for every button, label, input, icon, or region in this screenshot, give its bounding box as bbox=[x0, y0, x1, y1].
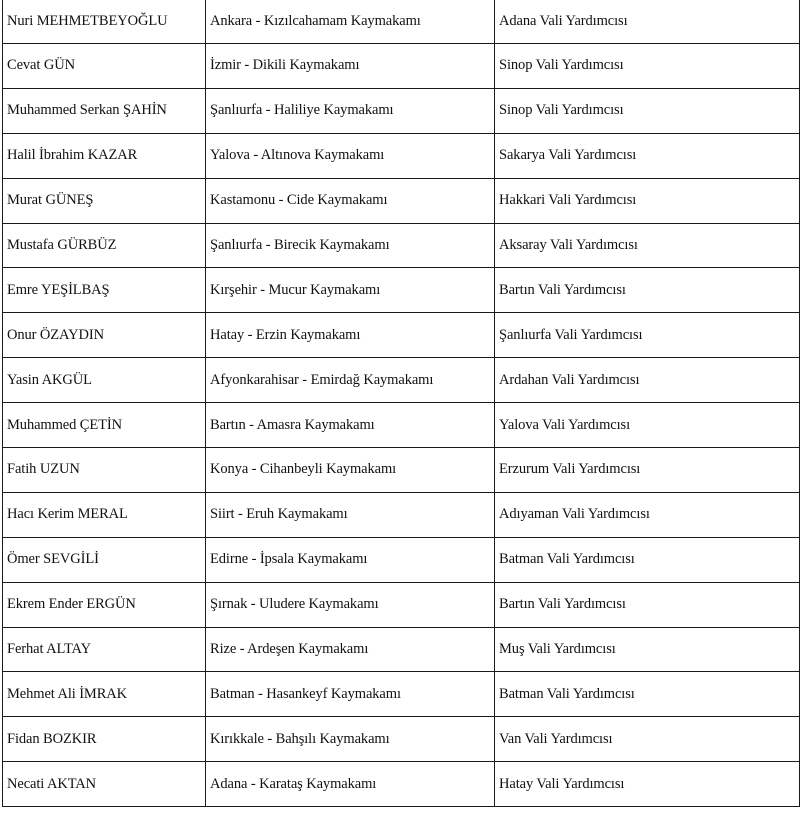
name-cell: Yasin AKGÜL bbox=[3, 358, 206, 403]
name-cell: Cevat GÜN bbox=[3, 44, 206, 89]
new-post-cell: Ardahan Vali Yardımcısı bbox=[495, 358, 800, 403]
current-post-cell: Afyonkarahisar - Emirdağ Kaymakamı bbox=[206, 358, 495, 403]
name-cell: Nuri MEHMETBEYOĞLU bbox=[3, 0, 206, 44]
table-row bbox=[3, 223, 800, 268]
current-post-cell: Batman - Hasankeyf Kaymakamı bbox=[206, 672, 495, 717]
current-post-cell: İzmir - Dikili Kaymakamı bbox=[206, 44, 495, 89]
current-post-cell: Şanlıurfa - Birecik Kaymakamı bbox=[206, 223, 495, 268]
table-row bbox=[3, 582, 800, 627]
current-post-cell: Rize - Ardeşen Kaymakamı bbox=[206, 627, 495, 672]
new-post-cell: Bartın Vali Yardımcısı bbox=[495, 582, 800, 627]
name-cell: Muhammed ÇETİN bbox=[3, 403, 206, 448]
current-post-cell: Ankara - Kızılcahamam Kaymakamı bbox=[206, 0, 495, 44]
current-post-cell: Hatay - Erzin Kaymakamı bbox=[206, 313, 495, 358]
name-cell: Ferhat ALTAY bbox=[3, 627, 206, 672]
current-post-cell: Edirne - İpsala Kaymakamı bbox=[206, 537, 495, 582]
table-row bbox=[3, 717, 800, 762]
name-cell: Muhammed Serkan ŞAHİN bbox=[3, 88, 206, 133]
current-post-cell: Konya - Cihanbeyli Kaymakamı bbox=[206, 448, 495, 493]
table-row bbox=[3, 492, 800, 537]
name-cell: Mehmet Ali İMRAK bbox=[3, 672, 206, 717]
table-row bbox=[3, 0, 800, 44]
name-cell: Onur ÖZAYDIN bbox=[3, 313, 206, 358]
table-row bbox=[3, 762, 800, 807]
table-row bbox=[3, 88, 800, 133]
name-cell: Hacı Kerim MERAL bbox=[3, 492, 206, 537]
table-row bbox=[3, 448, 800, 493]
table-row bbox=[3, 44, 800, 89]
new-post-cell: Hakkari Vali Yardımcısı bbox=[495, 178, 800, 223]
new-post-cell: Şanlıurfa Vali Yardımcısı bbox=[495, 313, 800, 358]
name-cell: Necati AKTAN bbox=[3, 762, 206, 807]
table-row bbox=[3, 178, 800, 223]
table-row bbox=[3, 313, 800, 358]
new-post-cell: Batman Vali Yardımcısı bbox=[495, 672, 800, 717]
table-row bbox=[3, 672, 800, 717]
table-row bbox=[3, 627, 800, 672]
new-post-cell: Sakarya Vali Yardımcısı bbox=[495, 133, 800, 178]
new-post-cell: Erzurum Vali Yardımcısı bbox=[495, 448, 800, 493]
new-post-cell: Yalova Vali Yardımcısı bbox=[495, 403, 800, 448]
current-post-cell: Kastamonu - Cide Kaymakamı bbox=[206, 178, 495, 223]
new-post-cell: Bartın Vali Yardımcısı bbox=[495, 268, 800, 313]
new-post-cell: Sinop Vali Yardımcısı bbox=[495, 44, 800, 89]
name-cell: Murat GÜNEŞ bbox=[3, 178, 206, 223]
current-post-cell: Şanlıurfa - Haliliye Kaymakamı bbox=[206, 88, 495, 133]
appointments-table bbox=[2, 0, 800, 807]
current-post-cell: Bartın - Amasra Kaymakamı bbox=[206, 403, 495, 448]
table-row bbox=[3, 537, 800, 582]
current-post-cell: Siirt - Eruh Kaymakamı bbox=[206, 492, 495, 537]
current-post-cell: Adana - Karataş Kaymakamı bbox=[206, 762, 495, 807]
new-post-cell: Adana Vali Yardımcısı bbox=[495, 0, 800, 44]
table-row bbox=[3, 133, 800, 178]
name-cell: Fidan BOZKIR bbox=[3, 717, 206, 762]
table-row bbox=[3, 268, 800, 313]
table-row bbox=[3, 358, 800, 403]
new-post-cell: Van Vali Yardımcısı bbox=[495, 717, 800, 762]
name-cell: Emre YEŞİLBAŞ bbox=[3, 268, 206, 313]
current-post-cell: Yalova - Altınova Kaymakamı bbox=[206, 133, 495, 178]
new-post-cell: Aksaray Vali Yardımcısı bbox=[495, 223, 800, 268]
current-post-cell: Şırnak - Uludere Kaymakamı bbox=[206, 582, 495, 627]
new-post-cell: Muş Vali Yardımcısı bbox=[495, 627, 800, 672]
name-cell: Halil İbrahim KAZAR bbox=[3, 133, 206, 178]
new-post-cell: Batman Vali Yardımcısı bbox=[495, 537, 800, 582]
current-post-cell: Kırıkkale - Bahşılı Kaymakamı bbox=[206, 717, 495, 762]
new-post-cell: Hatay Vali Yardımcısı bbox=[495, 762, 800, 807]
name-cell: Ekrem Ender ERGÜN bbox=[3, 582, 206, 627]
new-post-cell: Sinop Vali Yardımcısı bbox=[495, 88, 800, 133]
table-row bbox=[3, 403, 800, 448]
new-post-cell: Adıyaman Vali Yardımcısı bbox=[495, 492, 800, 537]
current-post-cell: Kırşehir - Mucur Kaymakamı bbox=[206, 268, 495, 313]
appointments-table-body bbox=[3, 0, 800, 807]
name-cell: Ömer SEVGİLİ bbox=[3, 537, 206, 582]
name-cell: Mustafa GÜRBÜZ bbox=[3, 223, 206, 268]
name-cell: Fatih UZUN bbox=[3, 448, 206, 493]
